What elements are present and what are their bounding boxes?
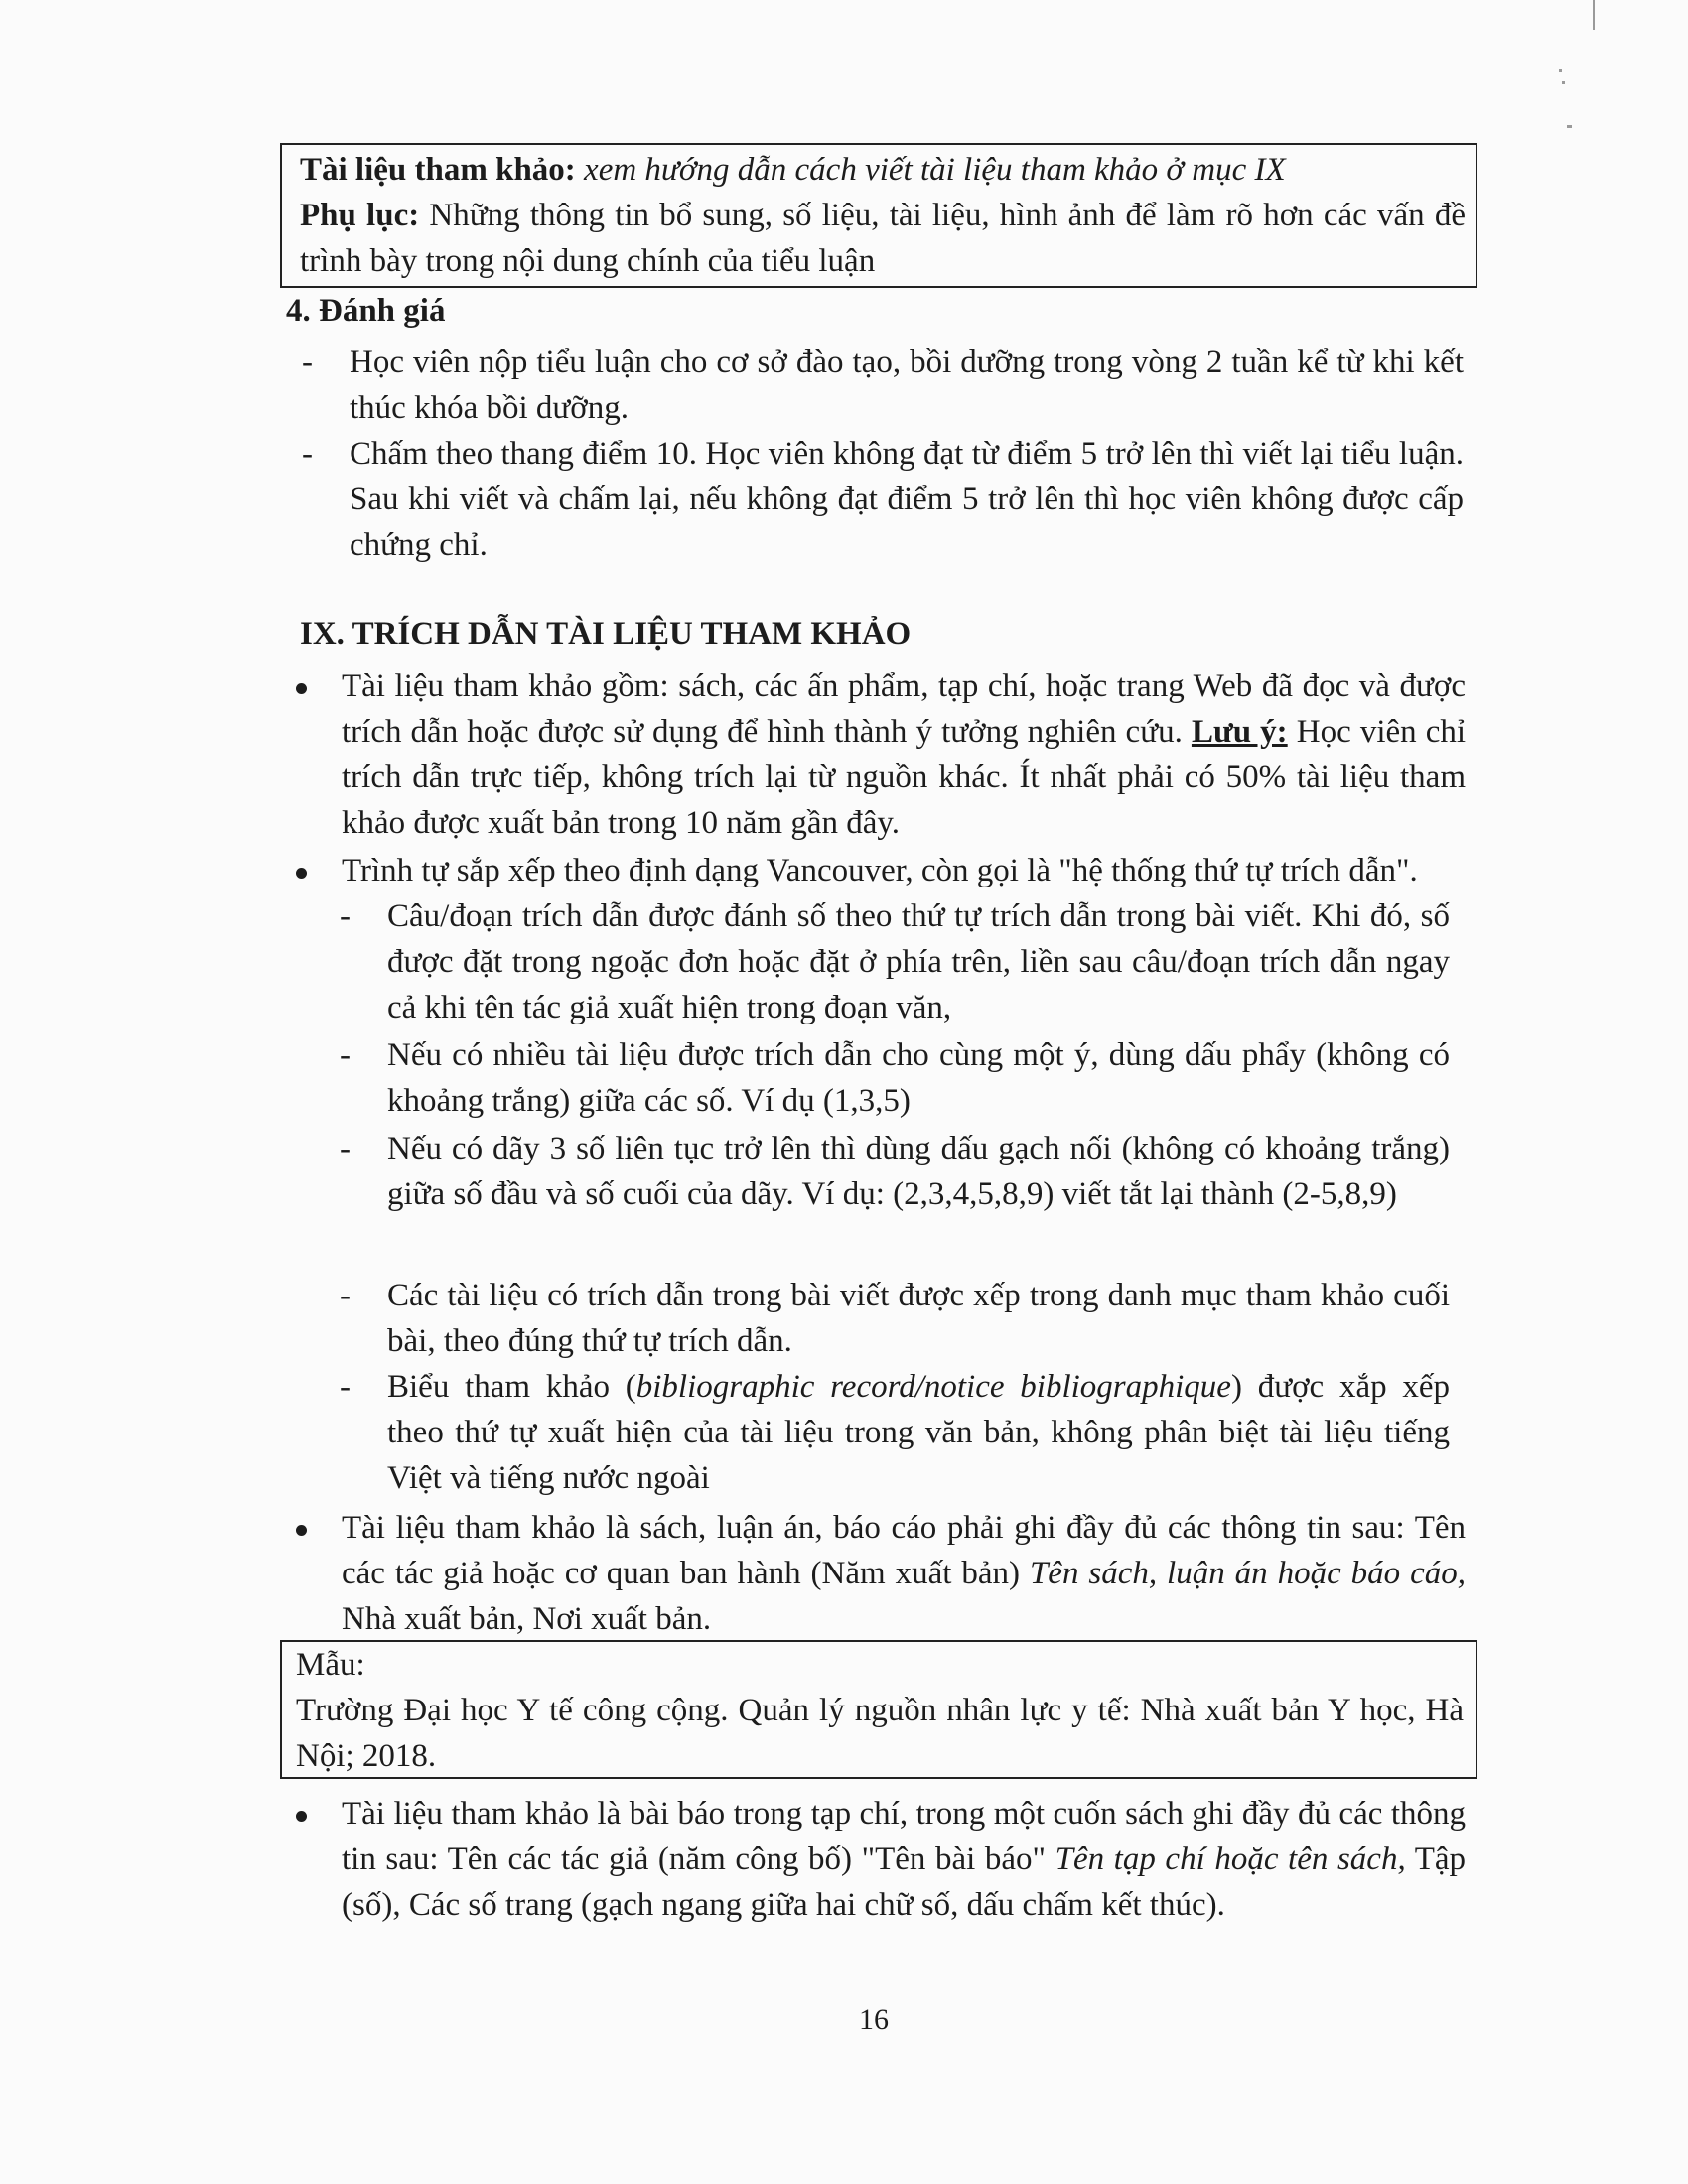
scan-mark [1562,81,1565,84]
bullet-text-italic: Tên tạp chí hoặc tên sách, [1055,1842,1406,1877]
sub-text-italic: bibliographic record/notice bibliographique [635,1369,1231,1405]
bullet-item-vancouver: Trình tự sắp xếp theo định dạng Vancouver, còn gọi là "hệ thống thứ tự trích dẫn". [342,853,1418,888]
dash-marker: - [340,1278,351,1313]
section-4-heading: 4. Đánh giá [286,293,446,329]
bullet-icon [296,1811,307,1822]
scan-mark [1567,125,1572,128]
bullet-text: Tài liệu tham khảo gồm: sách, các ấn phẩm, tạp chí, hoặc trang Web đã đọc và được trích dẫn hoặc được sử dụng để hình thành ý tưởng nghiên cứu. [342,668,1466,750]
sub-item-bibliographic [387,1364,1450,1501]
bullet-text: Học viên chỉ trích dẫn trực tiếp, không trích lại từ nguồn khác. Ít nhất phải có 50% tài liệu tham khảo được xuất bản trong 10 năm gần đây. [342,714,1467,841]
bullet-item-references-scope [342,663,1466,846]
sub-item: Câu/đoạn trích dẫn được đánh số theo thứ tự trích dẫn trong bài viết. Khi đó, số được đặt trong ngoặc đơn hoặc đặt ở phía trên, liền sau câu/đoạn trích dẫn ngay cả khi tên tác giả xuất hiện trong đoạn văn, [387,898,1450,1025]
section-9-heading: IX. TRÍCH DẪN TÀI LIỆU THAM KHẢO [300,616,912,652]
sub-text: Biểu tham khảo ( [387,1369,636,1405]
evaluation-item: Chấm theo thang điểm 10. Học viên không đạt từ điểm 5 trở lên thì viết lại tiểu luận. Sau khi viết và chấm lại, nếu không đạt điểm 5 trở lên thì học viên không được cấp chứng chỉ. [350,436,1464,563]
dash-marker: - [340,1369,351,1405]
evaluation-item: Học viên nộp tiểu luận cho cơ sở đào tạo, bồi dưỡng trong vòng 2 tuần kể từ khi kết thúc khóa bồi dưỡng. [350,344,1464,426]
bullet-icon [296,868,307,879]
bullet-text: Tài liệu tham khảo là sách, luận án, báo cáo phải ghi đầy đủ các thông tin sau: Tên các tác giả hoặc cơ quan ban hành (Năm xuất bản) [342,1510,1466,1591]
scan-mark [1559,69,1562,72]
sub-item: Nếu có nhiều tài liệu được trích dẫn cho cùng một ý, dùng dấu phẩy (không có khoảng trắng) giữa các số. Ví dụ (1,3,5) [387,1037,1450,1119]
sample-label: Mẫu: [296,1647,365,1683]
page-number: 16 [859,2003,889,2036]
appendix-label: Phụ lục: [300,198,420,233]
dash-marker: - [302,344,313,380]
sample-text: Trường Đại học Y tế công cộng. Quản lý nguồn nhân lực y tế: Nhà xuất bản Y học, Hà Nội; 2018. [296,1693,1464,1774]
dash-marker: - [340,1037,351,1073]
references-text: xem hướng dẫn cách viết tài liệu tham khảo ở mục IX [584,152,1286,188]
bullet-icon [296,683,307,694]
bullet-text: Tài liệu tham khảo là bài báo trong tạp chí, trong một cuốn sách ghi đầy đủ các thông tin sau: Tên các tác giả (năm công bố) "Tên bài báo" [342,1796,1466,1877]
sub-item: Nếu có dãy 3 số liên tục trở lên thì dùng dấu gạch nối (không có khoảng trắng) giữa số đầu và số cuối của dãy. Ví dụ: (2,3,4,5,8,9) viết tắt lại thành (2-5,8,9) [387,1131,1450,1212]
scan-mark [1593,0,1595,30]
bullet-text: Nhà xuất bản, Nơi xuất bản. [342,1601,712,1637]
sub-text: ) được xắp xếp theo thứ tự xuất hiện của tài liệu trong văn bản, không phân biệt tài liệu tiếng Việt và tiếng nước ngoài [387,1369,1450,1496]
bullet-item-books [342,1505,1466,1642]
references-appendix-box [280,143,1477,288]
bullet-text-italic: Tên sách, luận án hoặc báo cáo, [1029,1556,1467,1591]
sub-item: Các tài liệu có trích dẫn trong bài viết được xếp trong danh mục tham khảo cuối bài, theo đúng thứ tự trích dẫn. [387,1278,1450,1359]
dash-marker: - [340,1131,351,1166]
note-label: Lưu ý: [1191,714,1288,750]
dash-marker: - [302,436,313,472]
appendix-text: Những thông tin bổ sung, số liệu, tài liệu, hình ảnh để làm rõ hơn các vấn đề trình bày trong nội dung chính của tiểu luận [300,198,1466,279]
references-label: Tài liệu tham khảo: [300,152,576,188]
bullet-item-articles [342,1791,1466,1928]
bullet-text: Tập (số), Các số trang (gạch ngang giữa hai chữ số, dấu chấm kết thúc). [342,1842,1467,1923]
bullet-icon [296,1525,307,1536]
sample-box [280,1640,1477,1779]
dash-marker: - [340,898,351,934]
